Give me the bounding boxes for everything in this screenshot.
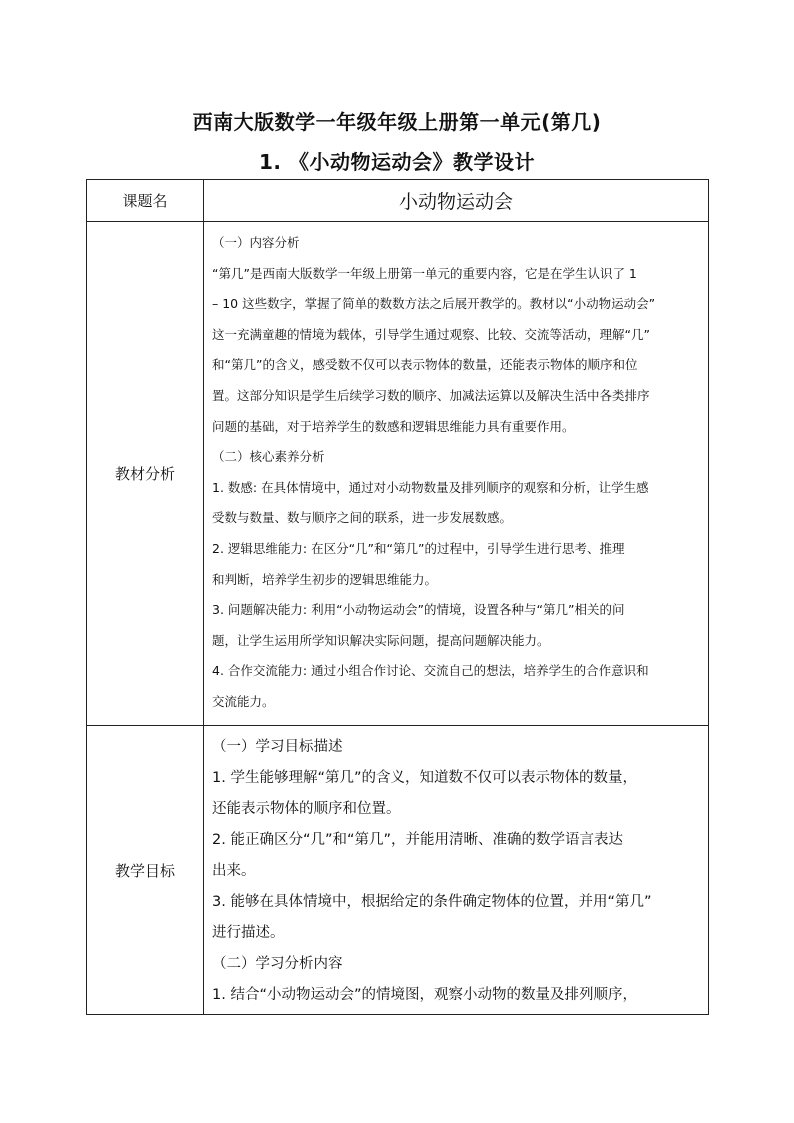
- analysis-label: 教材分析: [87, 222, 204, 726]
- lesson-plan-table: [86, 179, 709, 1015]
- literacy-line: 4. 合作交流能力: 通过小组合作讨论、交流自己的想法，培养学生的合作意识和: [212, 663, 649, 679]
- analysis-line: 和“第几”的含义，感受数不仅可以表示物体的数量，还能表示物体的顺序和位: [212, 357, 638, 373]
- document-title: 西南大版数学一年级年级上册第一单元(第几): [192, 110, 602, 134]
- literacy-line: 3. 问题解决能力: 利用“小动物运动会”的情境，设置各种与“第几”相关的问: [212, 602, 625, 618]
- analysis-heading-content: （一）内容分析: [212, 235, 300, 250]
- literacy-line: 1. 数感: 在具体情境中，通过对小动物数量及排列顺序的观察和分析，让学生感: [212, 479, 649, 495]
- topic-row: [87, 180, 709, 222]
- analysis-row: [87, 222, 709, 726]
- analysis-line: 这一充满童趣的情境为载体，引导学生通过观察、比较、交流等活动，理解“几”: [212, 326, 650, 342]
- analysis-content: [204, 222, 709, 726]
- goals-line: 还能表示物体的顺序和位置。: [212, 801, 401, 817]
- topic-value: 小动物运动会: [204, 180, 709, 222]
- goals-line: 3. 能够在具体情境中，根据给定的条件确定物体的位置，并用“第几”: [212, 894, 652, 910]
- analysis-line: “第几”是西南大版数学一年级上册第一单元的重要内容，它是在学生认识了 1: [212, 265, 637, 281]
- literacy-line: 题，让学生运用所学知识解决实际问题，提高问题解决能力。: [212, 632, 550, 648]
- goals-line: 2. 能正确区分“几”和“第几”，并能用清晰、准确的数学语言表达: [212, 832, 623, 848]
- goals-line: 出来。: [212, 863, 256, 879]
- analysis-line: 问题的基础，对于培养学生的数感和逻辑思维能力具有重要作用。: [212, 418, 575, 434]
- goals-content: [204, 726, 709, 1015]
- goals-analysis-line: 1. 结合“小动物运动会”的情境图，观察小动物的数量及排列顺序，: [212, 987, 637, 1003]
- goals-heading-analysis: （二）学习分析内容: [212, 956, 343, 972]
- literacy-line: 受数与数量、数与顺序之间的联系，进一步发展数感。: [212, 510, 513, 526]
- goals-line: 进行描述。: [212, 925, 285, 941]
- document-subtitle: 1. 《小动物运动会》教学设计: [259, 150, 535, 174]
- goals-heading-objectives: （一）学习目标描述: [212, 739, 343, 755]
- literacy-line: 2. 逻辑思维能力: 在区分“几”和“第几”的过程中，引导学生进行思考、推理: [212, 540, 625, 556]
- goals-label: 教学目标: [87, 726, 204, 1015]
- goals-row: [87, 726, 709, 1015]
- goals-line: 1. 学生能够理解“第几”的含义，知道数不仅可以表示物体的数量，: [212, 770, 637, 786]
- literacy-line: 和判断，培养学生初步的逻辑思维能力。: [212, 571, 438, 587]
- topic-label: 课题名: [87, 180, 204, 222]
- analysis-heading-literacy: （二）核心素养分析: [212, 449, 325, 465]
- analysis-line: – 10 这些数字，掌握了简单的数数方法之后展开教学的。教材以“小动物运动会”: [212, 296, 656, 312]
- literacy-line: 交流能力。: [212, 693, 275, 709]
- analysis-line: 置。这部分知识是学生后续学习数的顺序、加减法运算以及解决生活中各类排序: [212, 387, 650, 403]
